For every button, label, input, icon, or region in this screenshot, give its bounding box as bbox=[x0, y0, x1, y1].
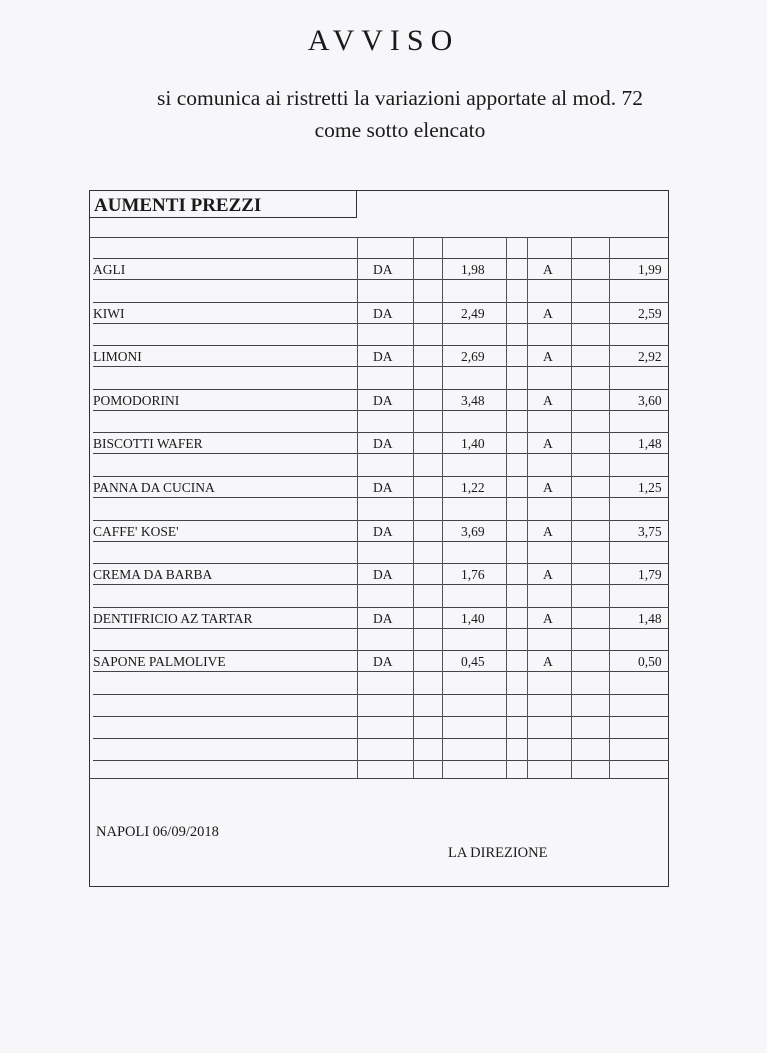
to-label: A bbox=[543, 305, 553, 321]
table-column-rule bbox=[571, 237, 572, 778]
to-label: A bbox=[543, 523, 553, 539]
new-price: 2,59 bbox=[638, 305, 662, 321]
table-column-rule bbox=[609, 237, 610, 778]
from-label: DA bbox=[373, 392, 393, 408]
product-name: CREMA DA BARBA bbox=[93, 567, 213, 583]
from-label: DA bbox=[373, 436, 393, 452]
product-name: BISCOTTI WAFER bbox=[93, 436, 203, 452]
old-price: 2,49 bbox=[461, 305, 485, 321]
old-price: 1,22 bbox=[461, 480, 485, 495]
table-rule bbox=[93, 563, 669, 564]
section-header: AUMENTI PREZZI bbox=[89, 190, 357, 218]
new-price: 1,25 bbox=[638, 480, 662, 495]
new-price: 3,60 bbox=[638, 392, 662, 408]
table-rule bbox=[93, 389, 669, 390]
to-label: A bbox=[543, 654, 553, 670]
table-rule bbox=[93, 279, 669, 280]
new-price: 3,75 bbox=[638, 523, 662, 539]
new-price: 1,48 bbox=[638, 610, 662, 626]
to-label: A bbox=[543, 480, 553, 495]
table-column-rule bbox=[357, 237, 358, 778]
table-column-rule bbox=[413, 237, 414, 778]
product-name: SAPONE PALMOLIVE bbox=[93, 654, 226, 670]
table-rule bbox=[93, 671, 669, 672]
product-name: CAFFE' KOSE' bbox=[93, 523, 179, 539]
table-rule bbox=[93, 410, 669, 411]
from-label: DA bbox=[373, 262, 393, 277]
table-rule bbox=[93, 432, 669, 433]
to-label: A bbox=[543, 262, 553, 277]
to-label: A bbox=[543, 392, 553, 408]
table-bottom-rule bbox=[89, 778, 669, 779]
table-rule bbox=[93, 497, 669, 498]
table-column-rule bbox=[506, 237, 507, 778]
table-rule bbox=[93, 628, 669, 629]
notice-subtitle bbox=[90, 82, 710, 146]
table-rule bbox=[93, 584, 669, 585]
old-price: 0,45 bbox=[461, 654, 485, 670]
table-rule bbox=[93, 650, 669, 651]
product-name: DENTIFRICIO AZ TARTAR bbox=[93, 610, 253, 626]
product-name: POMODORINI bbox=[93, 392, 180, 408]
product-name: LIMONI bbox=[93, 349, 142, 365]
table-rule bbox=[93, 694, 669, 695]
old-price: 1,40 bbox=[461, 610, 485, 626]
table-rule bbox=[93, 302, 669, 303]
old-price: 3,48 bbox=[461, 392, 485, 408]
from-label: DA bbox=[373, 654, 393, 670]
new-price: 2,92 bbox=[638, 349, 662, 365]
product-name: KIWI bbox=[93, 305, 125, 321]
new-price: 1,99 bbox=[638, 262, 662, 277]
table-rule bbox=[93, 258, 669, 259]
table-header-rule bbox=[89, 237, 669, 238]
old-price: 1,76 bbox=[461, 567, 485, 583]
table-rule bbox=[93, 366, 669, 367]
table-rule bbox=[93, 323, 669, 324]
table-rule bbox=[93, 738, 669, 739]
to-label: A bbox=[543, 436, 553, 452]
from-label: DA bbox=[373, 567, 393, 583]
from-label: DA bbox=[373, 523, 393, 539]
new-price: 1,79 bbox=[638, 567, 662, 583]
product-name: PANNA DA CUCINA bbox=[93, 480, 215, 495]
from-label: DA bbox=[373, 349, 393, 365]
table-rule bbox=[93, 476, 669, 477]
table-column-rule bbox=[527, 237, 528, 778]
from-label: DA bbox=[373, 305, 393, 321]
from-label: DA bbox=[373, 610, 393, 626]
table-column-rule bbox=[442, 237, 443, 778]
to-label: A bbox=[543, 610, 553, 626]
table-rule bbox=[93, 520, 669, 521]
to-label: A bbox=[543, 567, 553, 583]
subtitle-line-2: come sotto elencato bbox=[314, 118, 486, 142]
signature: LA DIREZIONE bbox=[448, 845, 548, 861]
table-rule bbox=[93, 541, 669, 542]
old-price: 3,69 bbox=[461, 523, 485, 539]
notice-title: AVVISO bbox=[307, 24, 460, 57]
table-rule bbox=[93, 453, 669, 454]
new-price: 0,50 bbox=[638, 654, 662, 670]
city-date: NAPOLI 06/09/2018 bbox=[96, 824, 219, 840]
product-name: AGLI bbox=[93, 262, 126, 277]
to-label: A bbox=[543, 349, 553, 365]
from-label: DA bbox=[373, 480, 393, 495]
table-rule bbox=[93, 607, 669, 608]
table-rule bbox=[93, 345, 669, 346]
old-price: 2,69 bbox=[461, 349, 485, 365]
old-price: 1,40 bbox=[461, 436, 485, 452]
table-rule bbox=[93, 760, 669, 761]
table-rule bbox=[93, 716, 669, 717]
old-price: 1,98 bbox=[461, 262, 485, 277]
subtitle-line-1: si comunica ai ristretti la variazioni apportate al mod. 72 bbox=[157, 86, 643, 110]
new-price: 1,48 bbox=[638, 436, 662, 452]
